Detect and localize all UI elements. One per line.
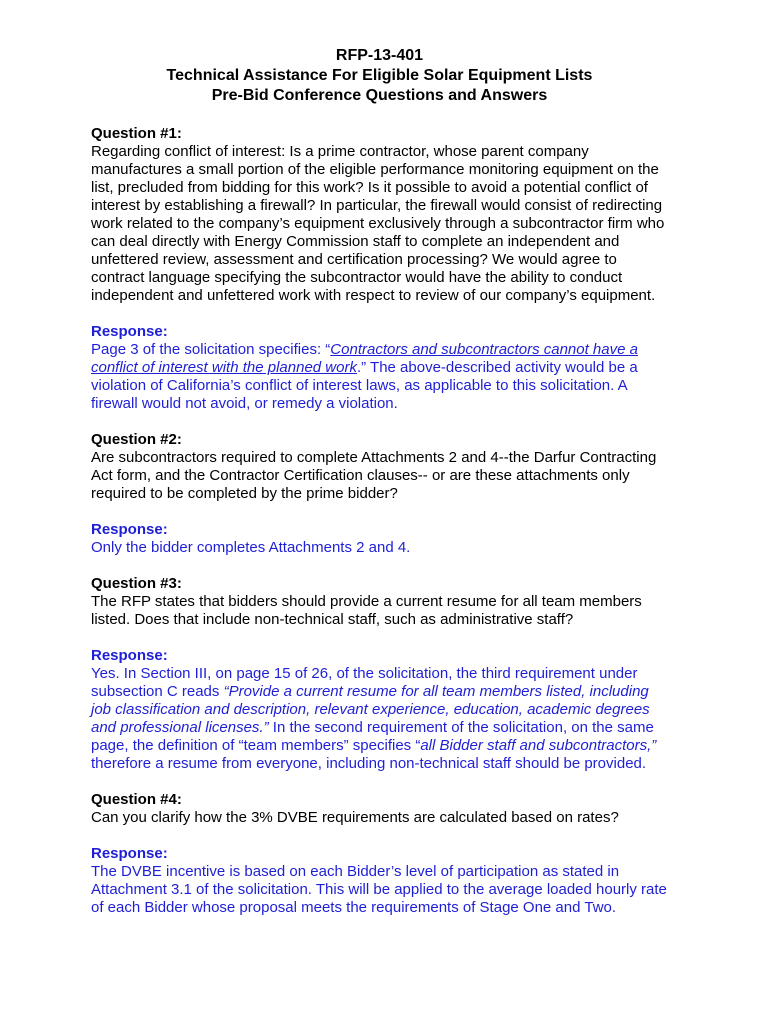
question-3-heading: Question #3: <box>91 575 182 592</box>
response-4 <box>91 845 668 917</box>
response-2 <box>91 521 668 557</box>
document-subtitle: Pre-Bid Conference Questions and Answers <box>211 87 548 104</box>
response-1-quote: Contractors and subcontractors cannot have a conflict of interest with the planned work <box>91 341 638 376</box>
question-3-text: The RFP states that bidders should provide a current resume for all team members listed. Does that include non-technical staff, such as administrative staff? <box>91 593 642 628</box>
response-3-quote-1: “Provide a current resume for all team members listed, including job classification and description, relevant experience, education, academic degrees and professional licenses.” <box>91 683 650 736</box>
response-4-heading: Response: <box>91 845 168 862</box>
response-1-part2: .” The above-described activity would be a violation of California’s conflict of interest laws, as applicable to this solicitation. A firewall would not avoid, or remedy a violation. <box>91 359 638 412</box>
response-3-quote-2: all Bidder staff and subcontractors,” <box>420 737 657 754</box>
response-4-text: The DVBE incentive is based on each Bidder’s level of participation as stated in Attachment 3.1 of the solicitation. This will be applied to the average loaded hourly rate of each Bidder whose proposal meets the requirements of Stage One and Two. <box>91 863 667 916</box>
document-header <box>91 0 668 106</box>
question-2-heading: Question #2: <box>91 431 182 448</box>
document-title: Technical Assistance For Eligible Solar Equipment Lists <box>166 67 593 84</box>
question-1-heading: Question #1: <box>91 125 182 142</box>
response-2-heading: Response: <box>91 521 168 538</box>
response-3-heading: Response: <box>91 647 168 664</box>
question-4 <box>91 791 668 827</box>
response-1-text <box>91 341 668 413</box>
question-1 <box>91 125 668 305</box>
question-4-heading: Question #4: <box>91 791 182 808</box>
response-1-part1: Page 3 of the solicitation specifies: “ <box>91 341 331 358</box>
response-1 <box>91 323 668 413</box>
response-2-text: Only the bidder completes Attachments 2 and 4. <box>91 539 411 556</box>
question-2 <box>91 431 668 503</box>
response-3-part2: In the second requirement of the solicitation, on the same page, the definition of “team members” specifies “ <box>91 719 654 754</box>
question-4-text: Can you clarify how the 3% DVBE requirements are calculated based on rates? <box>91 809 619 826</box>
question-3 <box>91 575 668 629</box>
response-3-part3: therefore a resume from everyone, including non-technical staff should be provided. <box>91 755 647 772</box>
question-1-text: Regarding conflict of interest: Is a prime contractor, whose parent company manufactures a small portion of the eligible performance monitoring equipment on the list, precluded from bidding for this work? Is it possible to avoid a potential conflict of interest by establishing a firewall? In particular, the firewall would consist of redirecting work related to the company’s equipment exclusively through a subcontractor firm who can deal directly with Energy Commission staff to complete an independent and unfettered review, assessment and certification processing? We would agree to contract language specifying the subcontractor would have the ability to conduct independent and unfettered work with respect to review of our company’s equipment. <box>91 143 665 304</box>
response-3-part1: Yes. In Section III, on page 15 of 26, of the solicitation, the third requirement under subsection C reads <box>91 665 638 700</box>
rfp-number: RFP-13-401 <box>335 47 424 64</box>
question-2-text: Are subcontractors required to complete Attachments 2 and 4--the Darfur Contracting Act form, and the Contractor Certification clauses-- or are these attachments only required to be completed by the prime bidder? <box>91 449 657 502</box>
response-1-heading: Response: <box>91 323 168 340</box>
response-3-text <box>91 665 668 773</box>
response-3 <box>91 647 668 773</box>
